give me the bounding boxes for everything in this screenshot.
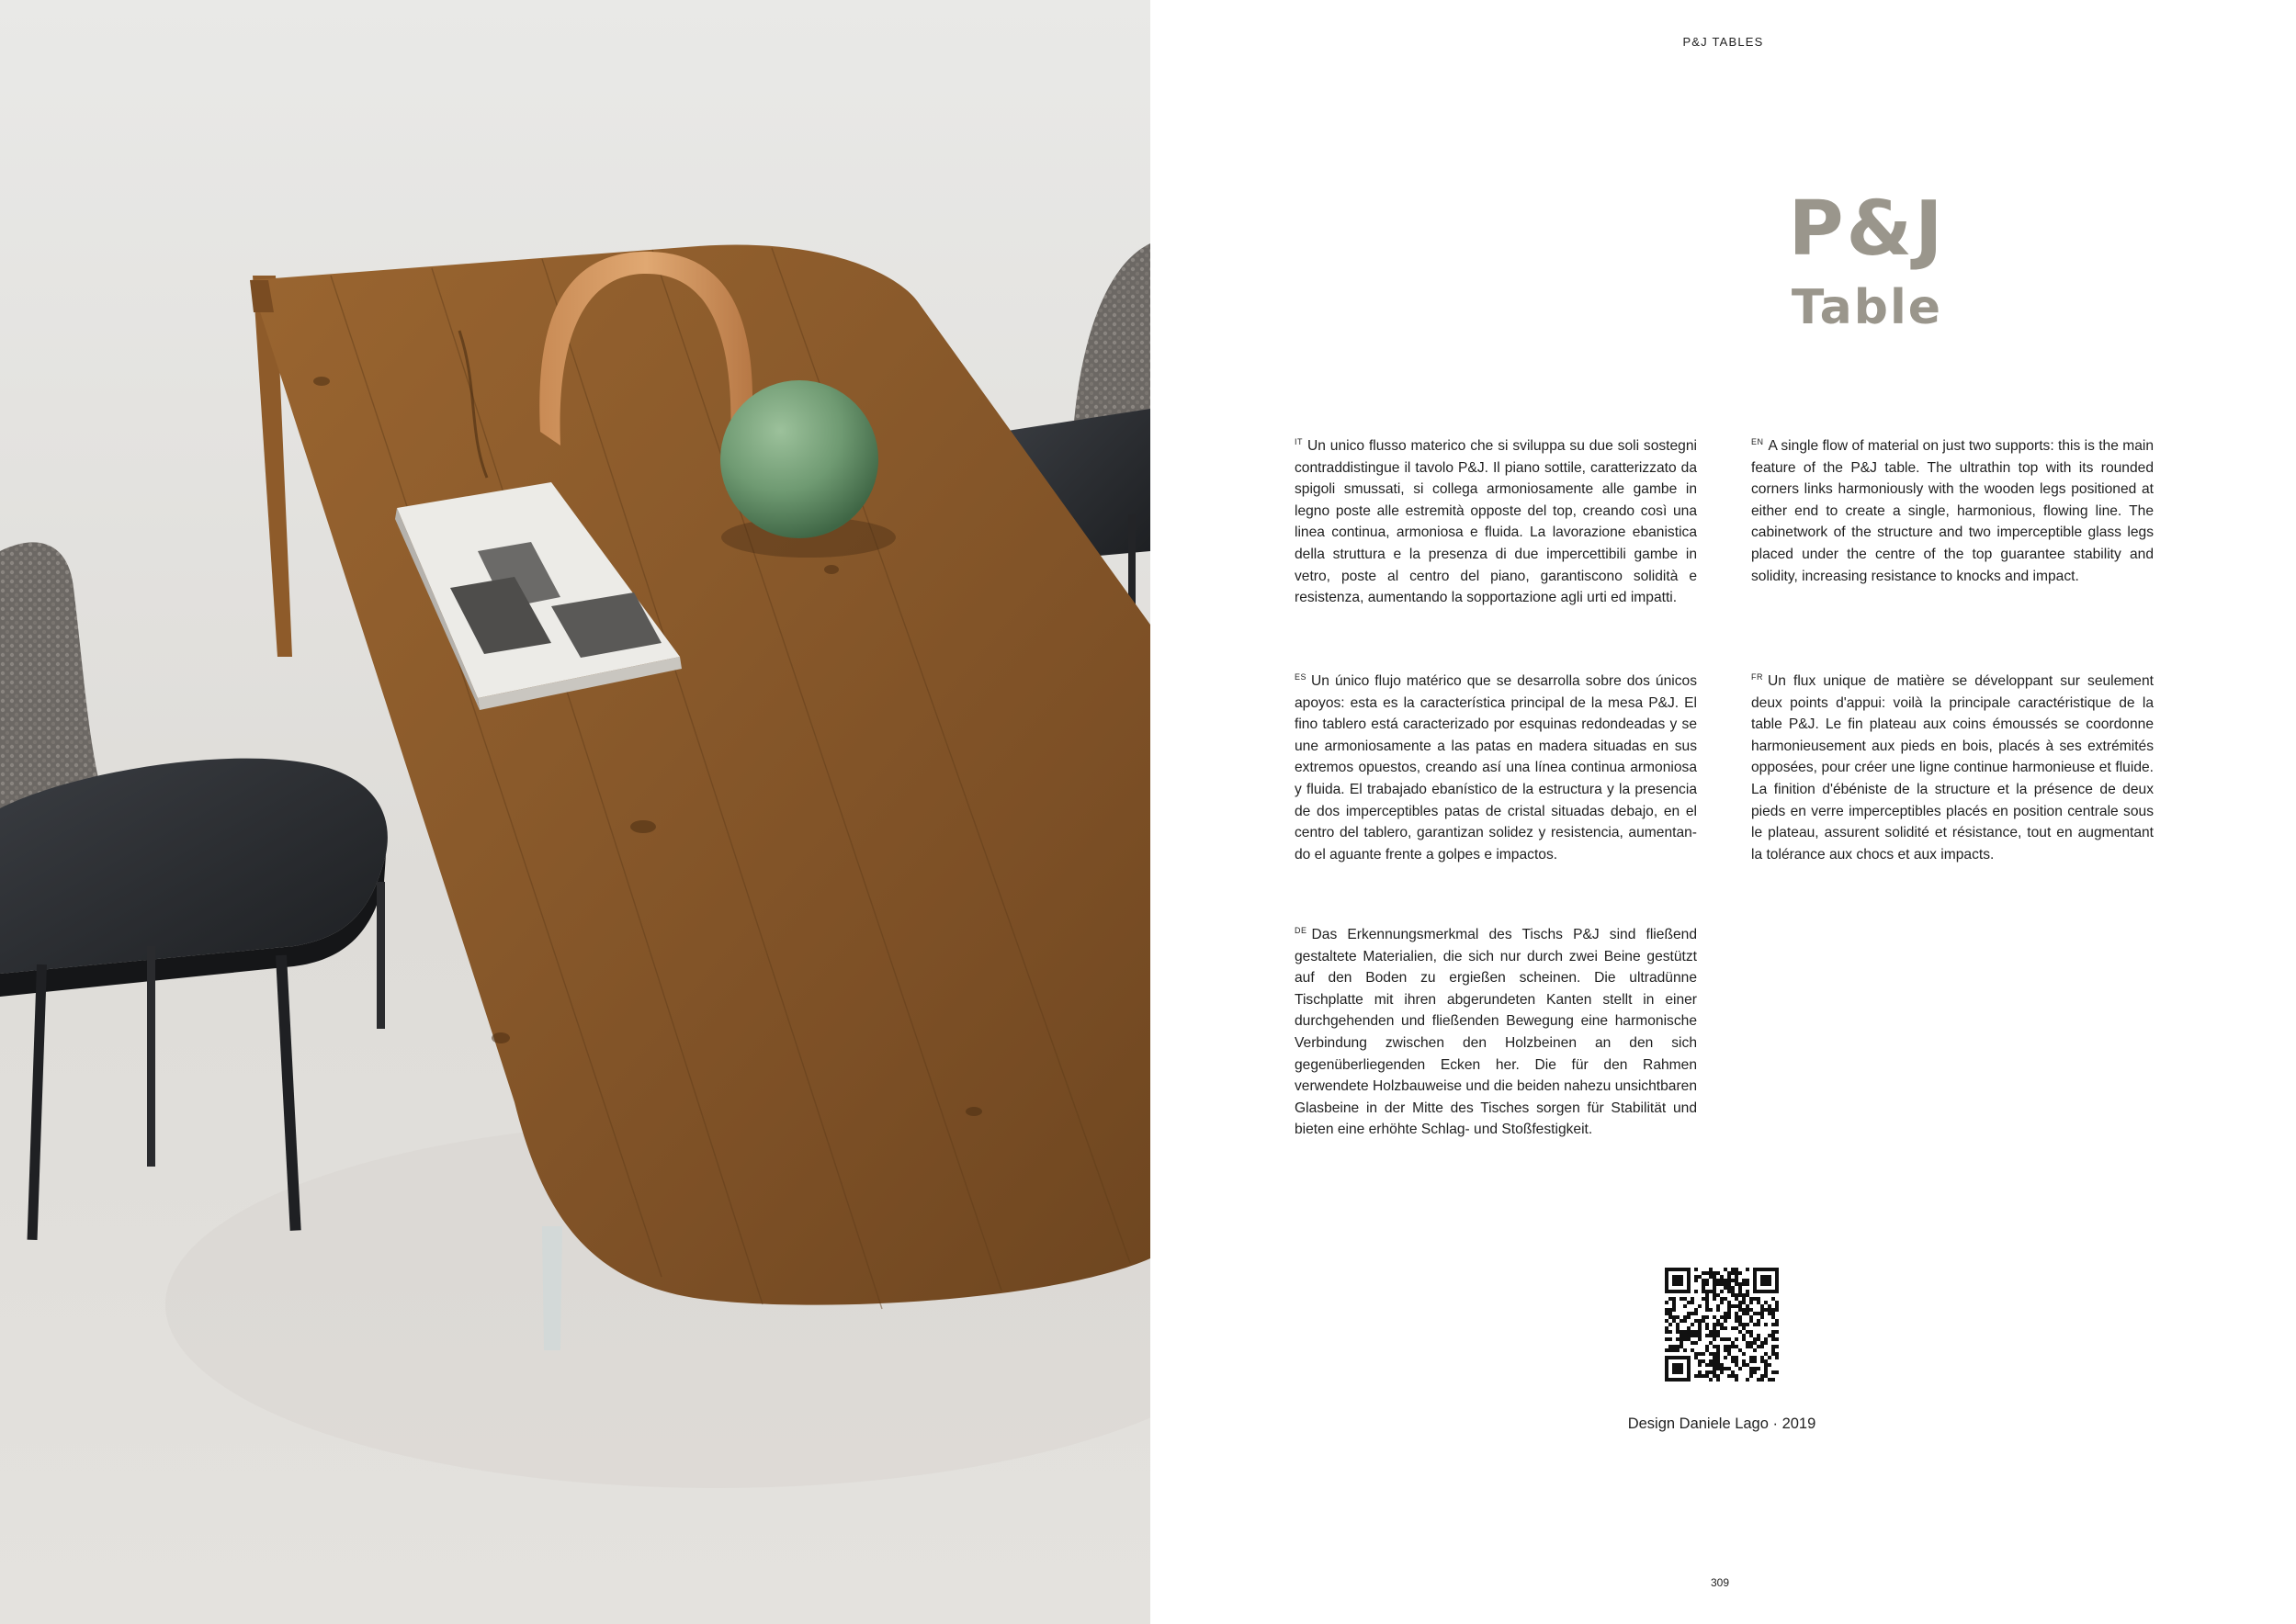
glass-leg — [542, 1226, 562, 1350]
paragraph-text-fr: Un flux unique de matière se développant sur seulement deux points d'appui: voilà la principale caractéristique de la table P&J. Le fin plateau aux coins émoussés se coordonne harmonieusement aux pieds en bois, placés à ses extrémités opposées, pour créer une ligne continue harmonieuse et fluide. La finition d'ébéniste de la structure et la présence de deux pieds en verre imperceptibles placés en position centrale sous le plateau, assurent solidité et résistance, tout en augmentant la tolérance aux chocs et aux impacts. — [1751, 673, 2154, 863]
lang-code-en: EN — [1751, 437, 1764, 446]
title-main: P&J — [1788, 186, 1946, 273]
page-number: 309 — [1710, 1576, 1730, 1589]
paragraph-italian — [1295, 432, 1697, 609]
green-sphere — [720, 380, 878, 538]
paragraph-spanish — [1295, 667, 1697, 865]
paragraph-english — [1751, 432, 2154, 587]
lang-code-fr: FR — [1751, 672, 1763, 682]
paragraph-text-de: Das Erkennungsmerkmal des Tischs P&J sind fließend gestaltete Materialien, die sich nur durch zwei Beine gestützt auf den Boden zu ergießen scheinen. Die ultradünne Tischplatte mit ihren abgerundeten Kanten stellt in einer durchgehenden und fließenden Bewegung eine harmonische Verbindung zwischen den Holzbeinen an den sich gegenüberliegenden Ecken her. Die für den Rahmen verwendete Holzbauweise und die beiden nahezu unsichtbaren Glasbeine in der Mitte des Tisches sorgen für Stabilität und bieten eine erhöhte Schlag- und Stoßfestigkeit. — [1295, 927, 1697, 1138]
paragraph-text-en: A single flow of material on just two supports: this is the main feature of the P&J table. The ultrathin top with its rounded corners links harmoniously with the wooden legs positioned at either end to create a single, harmonious, flowing line. The cabinetwork of the structure and two imperceptible glass legs placed under the centre of the top guarantee stability and solidity, increasing resistance to knocks and impact. — [1751, 438, 2155, 584]
text-page — [1150, 0, 2296, 1624]
paragraph-text-es: Un único flujo matérico que se desarrolla sobre dos únicos apoyos: esta es la característica principal de la mesa P&J. El fino tablero está caracterizado por esquinas redondeadas y se une armoniosamente a las patas en madera situadas en sus extremos opuestos, creando así una línea continua armoniosa y fluida. El trabajado ebanístico de la estructura y la presencia de dos imperceptibles patas de cristal situadas debajo, en el centro del tablero, garantizan solidez y resistencia, aumentando el aguante frente a golpes e impactos. — [1295, 673, 1697, 863]
title-sub: Table — [1791, 280, 1943, 335]
lang-code-es: ES — [1295, 672, 1307, 682]
lang-code-de: DE — [1295, 926, 1307, 935]
paragraph-text-it: Un unico flusso materico che si sviluppa su due soli sostegni contraddistingue il tavolo P&J. Il piano sottile, caratterizzato da spigoli smussati, si collega armoniosamente alle gambe in legno poste alle estremità opposte del top, creando così una linea continua, armoniosa e fluida. La lavorazione ebanistica della struttura e la presenza di due impercettibili gambe in vetro, poste al centro del piano, garantiscono solidità e resistenza, aumentando la sopportazione agli urti ed impatti. — [1295, 438, 1697, 606]
paragraph-french — [1751, 667, 2154, 865]
lang-code-it: IT — [1295, 437, 1303, 446]
product-title — [1637, 184, 2097, 340]
qr-code[interactable] — [1665, 1268, 1779, 1382]
design-credit: Design Daniele Lago · 2019 — [1627, 1415, 1816, 1432]
paragraph-german — [1295, 920, 1697, 1141]
running-head: P&J TABLES — [1682, 35, 1764, 49]
